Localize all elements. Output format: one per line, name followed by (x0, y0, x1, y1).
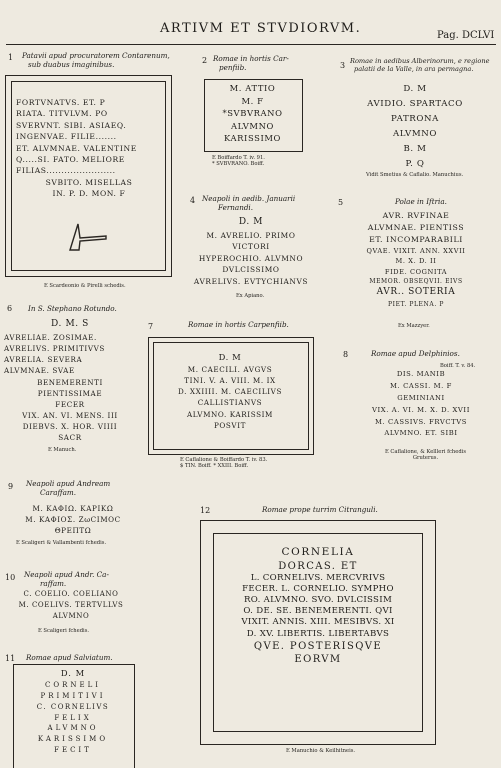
inscription-6-number: 6 (7, 304, 13, 313)
inscription-9-text: M. ΚΑΦΙΩ. ΚΑΡΙΚΩ Μ. ΚΑΦΙΟΣ. ΖωCIMOC ΘΡΕΠΤΩ (25, 504, 121, 536)
inscription-6-source: E Manuch. (48, 447, 77, 453)
inscription-8-caption: Romae apud Delphinios. (371, 349, 460, 358)
inscription-4-source: Ex Apiano. (236, 293, 265, 299)
inscription-5-source: Ex Mazzyer. (398, 323, 430, 329)
inscription-6-text: D. M. S AVRELIAE. ZOSIMAE. AVRELIVS. PRIMITIVVS AVRELIA. SEVERA ALVMNAE. SVAE BENEMERENTI PIENTISSIMAE FECER VIX. AN. VI. MENS. III DIEBVS. X. HOR. VIIII SACR (4, 319, 118, 443)
inscription-3-number: 3 (340, 61, 346, 70)
inscription-11-caption: Romae apud Salviatum. (26, 653, 113, 662)
inscription-10-text: C. COELIO. COELIANO M. COELIVS. TERTVLLVS ALVMNO (18, 590, 124, 621)
inscription-5-text: AVR. RVFINAE ALVMNAE. PIENTISS ET. INCOMPARABILI QVAE. VIXIT. ANN. XXVII M. X. D. II FIDE. COGNITA MEMOR. OBSEQVII. EIVS AVR.. SOTERIA PIET. PLENA. P (366, 211, 466, 309)
inscription-3-source: Vidit Smetius & Caflalio. Manuchius. (366, 172, 464, 178)
inscription-1-text: FORTVNATVS. ET. P RIATA. TITVLVM. PO SVERVNT. SIBI. ASIAEQ. INGENVAE. FILIE....... ET. ALVMNAE. VALENTINE Q.....SI. FATO. MELIORE FILIAS....................... SVBITO. MISELLAS IN. P. D. MON. F (16, 98, 137, 199)
page-title: ARTIVM ET STVDIORVM. (160, 21, 362, 36)
inscription-10-source: E Scaligeri fchedis. (38, 628, 90, 634)
inscription-5-number: 5 (338, 198, 344, 207)
inscription-1-carved-relief (66, 218, 110, 254)
inscription-3-caption: Romae in aedibus Alberinorum, e regione palatii de la Valle, in ara permagna. (350, 57, 490, 74)
inscription-5-caption: Polae in Iftria. (395, 197, 447, 206)
inscription-12-source: E Manuchio & Keilhitneis. (286, 748, 356, 754)
inscription-8-number: 8 (343, 350, 349, 359)
inscription-4-number: 4 (190, 196, 196, 205)
inscription-9-number: 9 (8, 482, 14, 491)
inscription-7-text: D. M M. CAECILI. AVGVS TINI. V. A. VIII. M. IX D. XXIIII. M. CAECILIVS CALLISTIANVS ALVMNO. KARISSIM POSVIT (178, 352, 282, 430)
inscription-8-text: DIS. MANIB M. CASSI. M. F GEMINIANI VIX. A. VI. M. X. D. XVII M. CASSIVS. FRVCTVS ALVMNO. ET. SIBI (372, 370, 470, 438)
inscription-2-source: E Boiffardo T. iv. 91. * SVBVRANO. Boiff. (212, 155, 265, 168)
inscription-8-source: E Caflalione, & Kellleri fchedis Gruterus. (385, 449, 466, 462)
inscription-4-text: D. M M. AVRELIO. PRIMO VICTORI HYPEROCHIO. ALVMNO DVLCISSIMO AVRELIVS. EVTYCHIANVS (193, 217, 309, 286)
inscription-7-source: E Caflalione & Boiffardo T. iv. 83. $ TIN. Boiff. * XXIII. Boiff. (180, 457, 268, 470)
inscription-7-caption: Romae in hortis Carpenfiib. (188, 320, 289, 329)
header-rule (6, 44, 496, 45)
inscription-1-source: E Scardeonio & Pirelli schedis. (44, 283, 126, 289)
inscription-7-number: 7 (148, 322, 154, 331)
inscription-2-caption: Romae in hortis Car- penfiib. (213, 54, 289, 72)
inscription-1-caption: Patavii apud procuratorem Contarenum, sub duabus imaginibus. (22, 51, 170, 69)
inscription-9-caption: Neapoli apud Andream Caraffam. (26, 479, 111, 497)
inscription-1-number: 1 (8, 53, 14, 62)
inscription-2-text: M. ATTIO M. F *SVBVRANO ALVMNO KARISSIMO (222, 83, 283, 144)
inscription-9-source: E Scaligeri & Vallambenti fchedis. (16, 540, 107, 546)
page-number: Pag. DCLVI (437, 30, 495, 41)
inscription-11-number: 11 (5, 654, 16, 663)
inscription-12-number: 12 (200, 506, 211, 515)
inscription-10-caption: Neapoli apud Andr. Ca- raffam. (24, 570, 109, 588)
inscription-12-text: CORNELIA DORCAS. ET L. CORNELIVS. MERCVRIVS FECER. L. CORNELIO. SYMPHO RO. ALVMNO. SVO. DVLCISSIM O. DE. SE. BENEMERENTI. QVI VIXIT. ANNIS. XIII. MESIBVS. XI D. XV. LIBERTIS. LIBERTABVS QVE. POSTERISQVE EORVM (241, 546, 395, 665)
inscription-11-text: D. M CORNELI PRIMITIVI C. CORNELIVS FELIX ALVMNO KARISSIMO FECIT (36, 668, 110, 755)
inscription-3-text: D. M AVIDIO. SPARTACO PATRONA ALVMNO B. M P. Q (367, 84, 463, 170)
inscription-2-number: 2 (202, 56, 208, 65)
inscription-6-caption: In S. Stephano Rotundo. (28, 304, 117, 313)
inscription-8-note: Boiff. T. v. 84. (440, 363, 476, 369)
inscription-10-number: 10 (5, 573, 16, 582)
inscription-12-caption: Romae prope turrim Citranguli. (262, 505, 378, 514)
inscription-4-caption: Neapoli in aedib. Januarii Fernandi. (202, 194, 296, 212)
